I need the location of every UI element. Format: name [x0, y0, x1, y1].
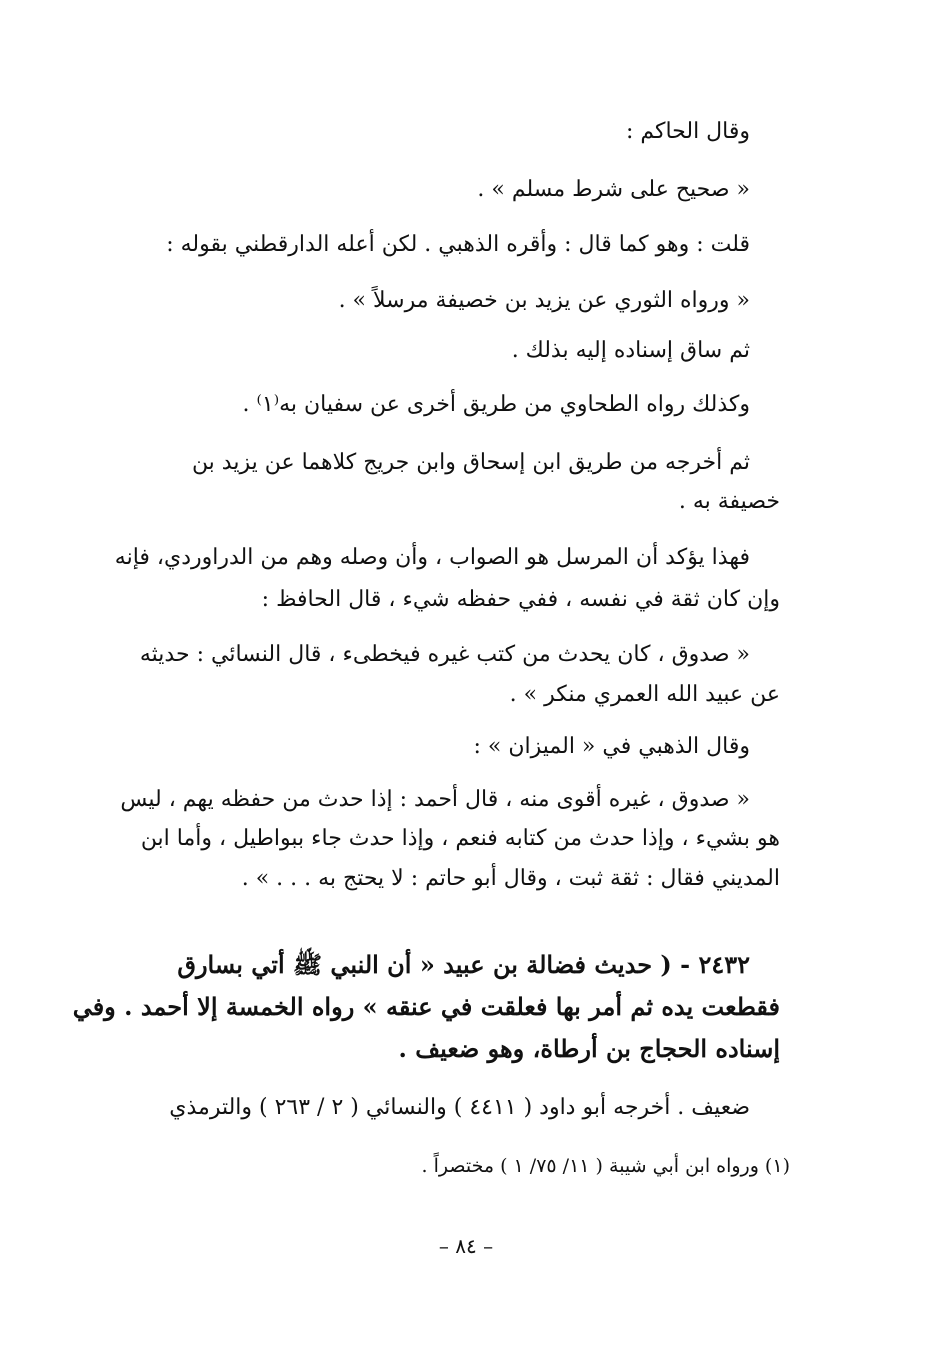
text-line: خصيفة به .: [678, 489, 780, 514]
text-line: ثم أخرجه من طريق ابن إسحاق وابن جريج كلاهما عن يزيد بن: [191, 450, 750, 475]
footnote: (١) ورواه ابن أبي شيبة ( ١١/ ٧٥/ ١ ) مختصراً .: [421, 1155, 790, 1177]
hadith-heading-line: فقطعت يده ثم أمر بها فعلقت في عنقه » رواه الخمسة إلا أحمد . وفي: [72, 992, 780, 1021]
text-line: المديني فقال : ثقة ثبت ، وقال أبو حاتم : لا يحتج به . . . » .: [241, 866, 780, 891]
text-line: وكذلك رواه الطحاوي من طريق أخرى عن سفيان به⁽١⁾ .: [242, 392, 750, 417]
page-number: – ٨٤ –: [438, 1234, 494, 1258]
text-line: « صدوق ، كان يحدث من كتب غيره فيخطىء ، قال النسائي : حديثه: [139, 642, 750, 667]
text-line: عن عبيد الله العمري منكر » .: [509, 682, 780, 707]
hadith-heading-line: ٢٤٣٢ - ( حديث فضالة بن عبيد « أن النبي ﷺ أتي بسارق: [177, 950, 750, 979]
text-line: ثم ساق إسناده إليه بذلك .: [511, 338, 750, 363]
text-line: هو بشيء ، وإذا حدث من كتابه فنعم ، وإذا حدث جاء ببواطيل ، وأما ابن: [140, 826, 780, 851]
text-line: وقال الذهبي في « الميزان » :: [473, 734, 750, 759]
text-line: ضعيف . أخرجه أبو داود ( ٤٤١١ ) والنسائي ( ٢ / ٢٦٣ ) والترمذي: [169, 1095, 750, 1120]
text-line: وقال الحاكم :: [625, 119, 750, 144]
text-line: قلت : وهو كما قال : وأقره الذهبي . لكن أعله الدارقطني بقوله :: [166, 232, 750, 257]
text-line: « صحيح على شرط مسلم » .: [477, 177, 750, 202]
text-line: وإن كان ثقة في نفسه ، ففي حفظه شيء ، قال الحافظ :: [261, 587, 780, 612]
text-line: فهذا يؤكد أن المرسل هو الصواب ، وأن وصله وهم من الدراوردي، فإنه: [114, 545, 750, 570]
document-page: [72, 0, 790, 1370]
text-line: « ورواه الثوري عن يزيد بن خصيفة مرسلاً » .: [338, 288, 750, 313]
hadith-heading-line: إسناده الحجاج بن أرطاة، وهو ضعيف .: [398, 1034, 780, 1063]
text-line: « صدوق ، غيره أقوى منه ، قال أحمد : إذا حدث من حفظه يهم ، ليس: [120, 787, 750, 812]
